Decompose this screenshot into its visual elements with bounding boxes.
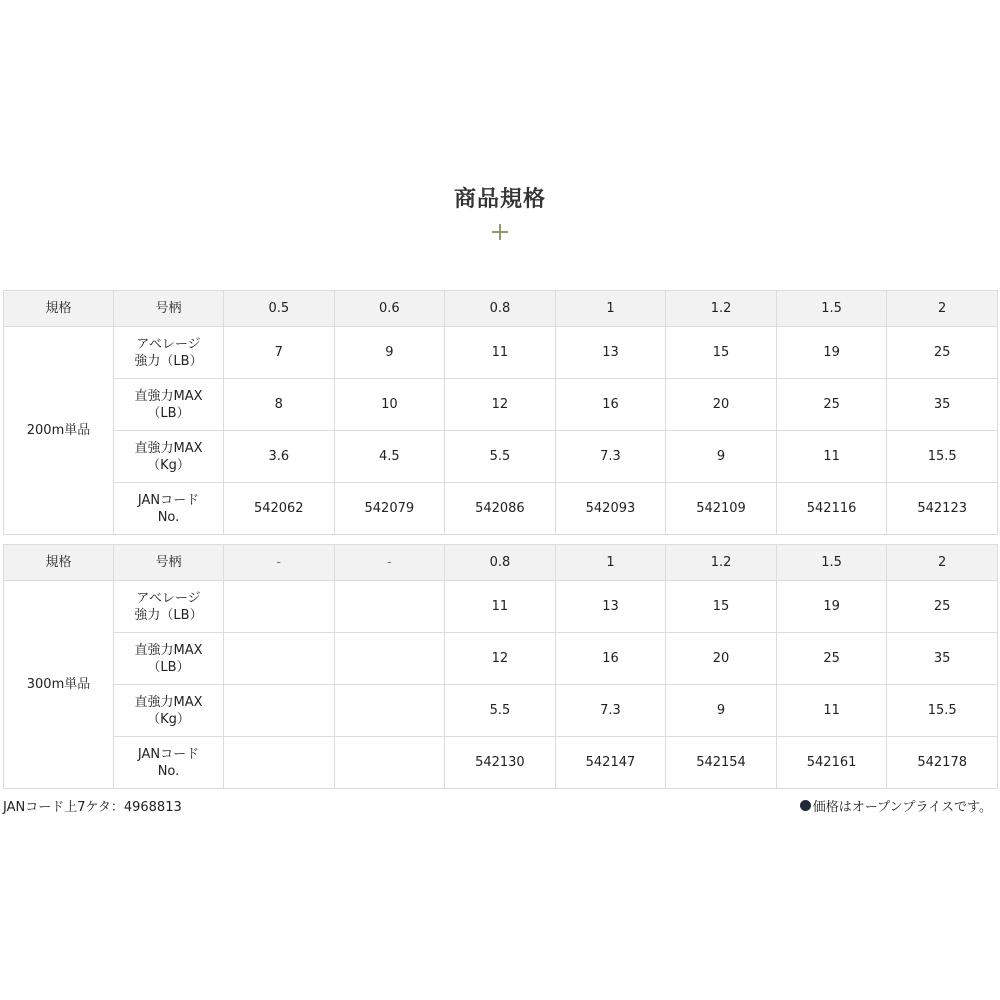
value-cell: 3.6	[224, 431, 335, 483]
value-cell: 7	[224, 327, 335, 379]
row-label-line: （LB）	[147, 405, 190, 421]
row-label-cell	[114, 685, 224, 737]
bullet-icon	[800, 800, 811, 811]
value-cell: 19	[776, 327, 887, 379]
row-label-line: 直強力MAX	[134, 694, 203, 710]
value-cell: 9	[334, 327, 445, 379]
value-cell: 542116	[776, 483, 887, 535]
value-cell: 16	[555, 633, 666, 685]
size-cell: -	[334, 545, 445, 581]
value-cell: 542062	[224, 483, 335, 535]
row-label-line: 強力（LB）	[134, 353, 203, 369]
spec-header-cell: 規格	[4, 291, 114, 327]
row-label-line: 直強力MAX	[134, 642, 203, 658]
value-cell	[334, 581, 445, 633]
value-cell	[334, 737, 445, 789]
size-cell: 1.5	[776, 291, 887, 327]
row-label-line: 直強力MAX	[134, 388, 203, 404]
value-cell: 9	[666, 685, 777, 737]
row-label-line: No.	[157, 509, 180, 525]
value-cell: 25	[887, 327, 998, 379]
value-cell: 25	[776, 633, 887, 685]
value-cell: 8	[224, 379, 335, 431]
value-cell: 542147	[555, 737, 666, 789]
size-cell: 0.6	[334, 291, 445, 327]
row-label-cell	[114, 737, 224, 789]
value-cell: 542161	[776, 737, 887, 789]
value-cell	[334, 633, 445, 685]
table-header-row	[4, 545, 998, 581]
value-cell: 12	[445, 379, 556, 431]
value-cell	[224, 737, 335, 789]
table-row	[4, 685, 998, 737]
table-row	[4, 737, 998, 789]
value-cell: 542123	[887, 483, 998, 535]
value-cell: 542130	[445, 737, 556, 789]
value-cell: 20	[666, 633, 777, 685]
size-cell: 0.5	[224, 291, 335, 327]
value-cell: 7.3	[555, 431, 666, 483]
spec-table-300m	[3, 544, 998, 789]
value-cell: 542154	[666, 737, 777, 789]
value-cell: 7.3	[555, 685, 666, 737]
size-cell: 1	[555, 291, 666, 327]
row-label-line: （LB）	[147, 659, 190, 675]
table-row	[4, 431, 998, 483]
value-cell: 11	[445, 327, 556, 379]
row-label-line: （Kg）	[147, 457, 190, 473]
table-row	[4, 483, 998, 535]
value-cell: 15.5	[887, 431, 998, 483]
table-row	[4, 327, 998, 379]
value-cell: 542178	[887, 737, 998, 789]
spec-table-200m	[3, 290, 998, 535]
row-label-cell	[114, 483, 224, 535]
table-header-row	[4, 291, 998, 327]
value-cell: 12	[445, 633, 556, 685]
value-cell: 19	[776, 581, 887, 633]
table-row	[4, 633, 998, 685]
size-cell: 2	[887, 545, 998, 581]
row-label-line: アベレージ	[136, 590, 201, 606]
row-label-cell	[114, 379, 224, 431]
value-cell: 35	[887, 633, 998, 685]
row-label-line: JANコード	[137, 492, 200, 508]
spec-header-cell: 規格	[4, 545, 114, 581]
value-cell: 35	[887, 379, 998, 431]
row-label-line: （Kg）	[147, 711, 190, 727]
row-label-cell	[114, 431, 224, 483]
value-cell: 16	[555, 379, 666, 431]
group-label-cell: 200m単品	[4, 327, 114, 535]
value-cell	[224, 633, 335, 685]
value-cell: 5.5	[445, 685, 556, 737]
size-cell: 1.2	[666, 291, 777, 327]
value-cell: 25	[776, 379, 887, 431]
row-label-cell	[114, 633, 224, 685]
value-cell	[224, 685, 335, 737]
value-cell	[224, 581, 335, 633]
page-title: 商品規格	[453, 187, 546, 212]
value-cell: 542093	[555, 483, 666, 535]
value-cell: 11	[776, 685, 887, 737]
value-cell: 4.5	[334, 431, 445, 483]
row-label-line: JANコード	[137, 746, 200, 762]
table-row	[4, 379, 998, 431]
value-cell: 25	[887, 581, 998, 633]
size-cell: 1.5	[776, 545, 887, 581]
row-label-line: アベレージ	[136, 336, 201, 352]
value-cell: 11	[445, 581, 556, 633]
table-row	[4, 581, 998, 633]
row-label-cell	[114, 581, 224, 633]
value-cell: 9	[666, 431, 777, 483]
value-cell: 10	[334, 379, 445, 431]
size-header-cell: 号柄	[114, 291, 224, 327]
value-cell: 15	[666, 327, 777, 379]
size-cell: 1.2	[666, 545, 777, 581]
plus-icon[interactable]	[491, 223, 509, 241]
row-label-cell	[114, 327, 224, 379]
size-cell: 2	[887, 291, 998, 327]
value-cell: 20	[666, 379, 777, 431]
value-cell: 542109	[666, 483, 777, 535]
size-cell: -	[224, 545, 335, 581]
size-cell: 0.8	[445, 545, 556, 581]
value-cell: 542086	[445, 483, 556, 535]
value-cell: 11	[776, 431, 887, 483]
group-label-cell: 300m単品	[4, 581, 114, 789]
size-cell: 0.8	[445, 291, 556, 327]
row-label-line: 直強力MAX	[134, 440, 203, 456]
value-cell: 13	[555, 581, 666, 633]
row-label-line: No.	[157, 763, 180, 779]
size-cell: 1	[555, 545, 666, 581]
value-cell: 15	[666, 581, 777, 633]
size-header-cell: 号柄	[114, 545, 224, 581]
value-cell: 13	[555, 327, 666, 379]
jan-code-prefix-note: JANコード上7ケタ：4968813	[3, 800, 182, 815]
price-note-text: 価格はオープンプライスです。	[812, 800, 992, 815]
price-note	[800, 796, 992, 815]
value-cell: 15.5	[887, 685, 998, 737]
row-label-line: 強力（LB）	[134, 607, 203, 623]
value-cell	[334, 685, 445, 737]
value-cell: 5.5	[445, 431, 556, 483]
value-cell: 542079	[334, 483, 445, 535]
